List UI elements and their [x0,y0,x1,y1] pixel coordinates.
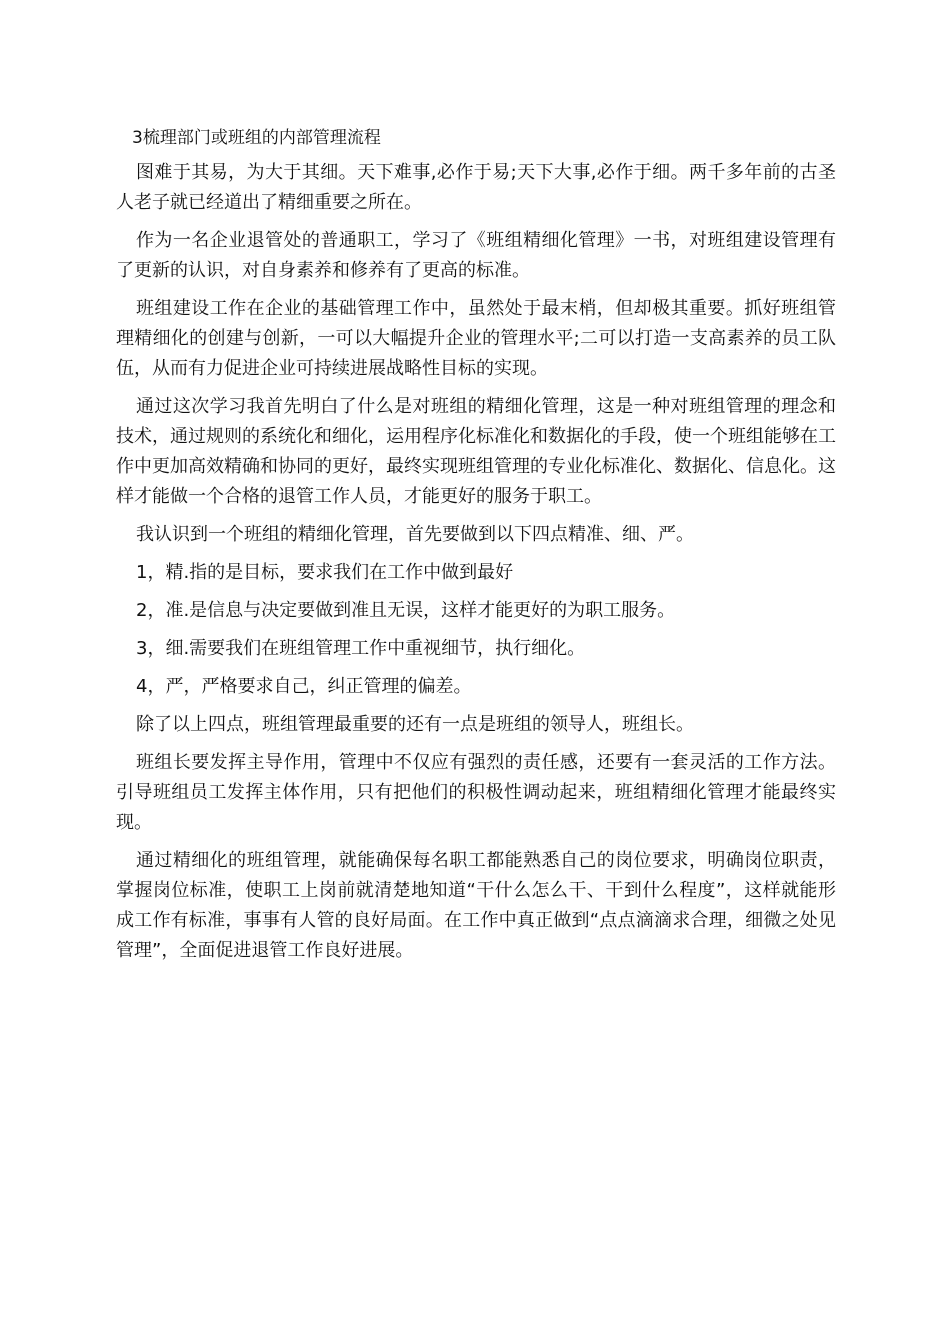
list-item-precision: 1，精.指的是目标，要求我们在工作中做到最好 [136,562,514,583]
paragraph-four-points-intro: 我认识到一个班组的精细化管理，首先要做到以下四点精准、细、严。 [136,524,694,545]
section-heading: 3梳理部门或班组的内部管理流程 [132,128,381,148]
paragraph-leader-role: 班组长要发挥主导作用，管理中不仅应有强烈的责任感，还要有一套灵活的工作方法。引导班组员工发挥主体作用，只有把他们的积极性调动起来，班组精细化管理才能最终实现。 [116,752,836,833]
paragraph-study-background: 作为一名企业退管处的普通职工，学习了《班组精细化管理》一书，对班组建设管理有了更新的认识，对自身素养和修养有了更高的标准。 [116,230,836,281]
paragraph-conclusion: 通过精细化的班组管理，就能确保每名职工都能熟悉自己的岗位要求，明确岗位职责，掌握岗位标准，使职工上岗前就清楚地知道“干什么怎么干、干到什么程度”，这样就能形成工作有标准，事事有人管的良好局面。在工作中真正做到“点点滴滴求合理，细微之处见管理”，全面促进退管工作良好进展。 [116,850,836,961]
paragraph-refined-management: 通过这次学习我首先明白了什么是对班组的精细化管理，这是一种对班组管理的理念和技术，通过规则的系统化和细化，运用程序化标准化和数据化的手段，使一个班组能够在工作中更加高效精确和协同的更好，最终实现班组管理的专业化标准化、数据化、信息化。这样才能做一个合格的退管工作人员，才能更好的服务于职工。 [116,396,836,507]
paragraph-team-building: 班组建设工作在企业的基础管理工作中，虽然处于最末梢，但却极其重要。抓好班组管理精细化的创建与创新，一可以大幅提升企业的管理水平;二可以打造一支高素养的员工队伍，从而有力促进企业可持续进展战略性目标的实现。 [116,298,836,379]
document-page [116,127,836,974]
paragraph-intro-quote: 图难于其易，为大于其细。天下难事,必作于易;天下大事,必作于细。两千多年前的古圣人老子就已经道出了精细重要之所在。 [116,162,836,213]
list-item-detail: 3，细.需要我们在班组管理工作中重视细节，执行细化。 [136,638,586,659]
list-item-strictness: 4，严，严格要求自己，纠正管理的偏差。 [136,676,472,697]
paragraph-team-leader: 除了以上四点，班组管理最重要的还有一点是班组的领导人，班组长。 [136,714,694,735]
list-item-accuracy: 2，准.是信息与决定要做到准且无误，这样才能更好的为职工服务。 [136,600,676,621]
